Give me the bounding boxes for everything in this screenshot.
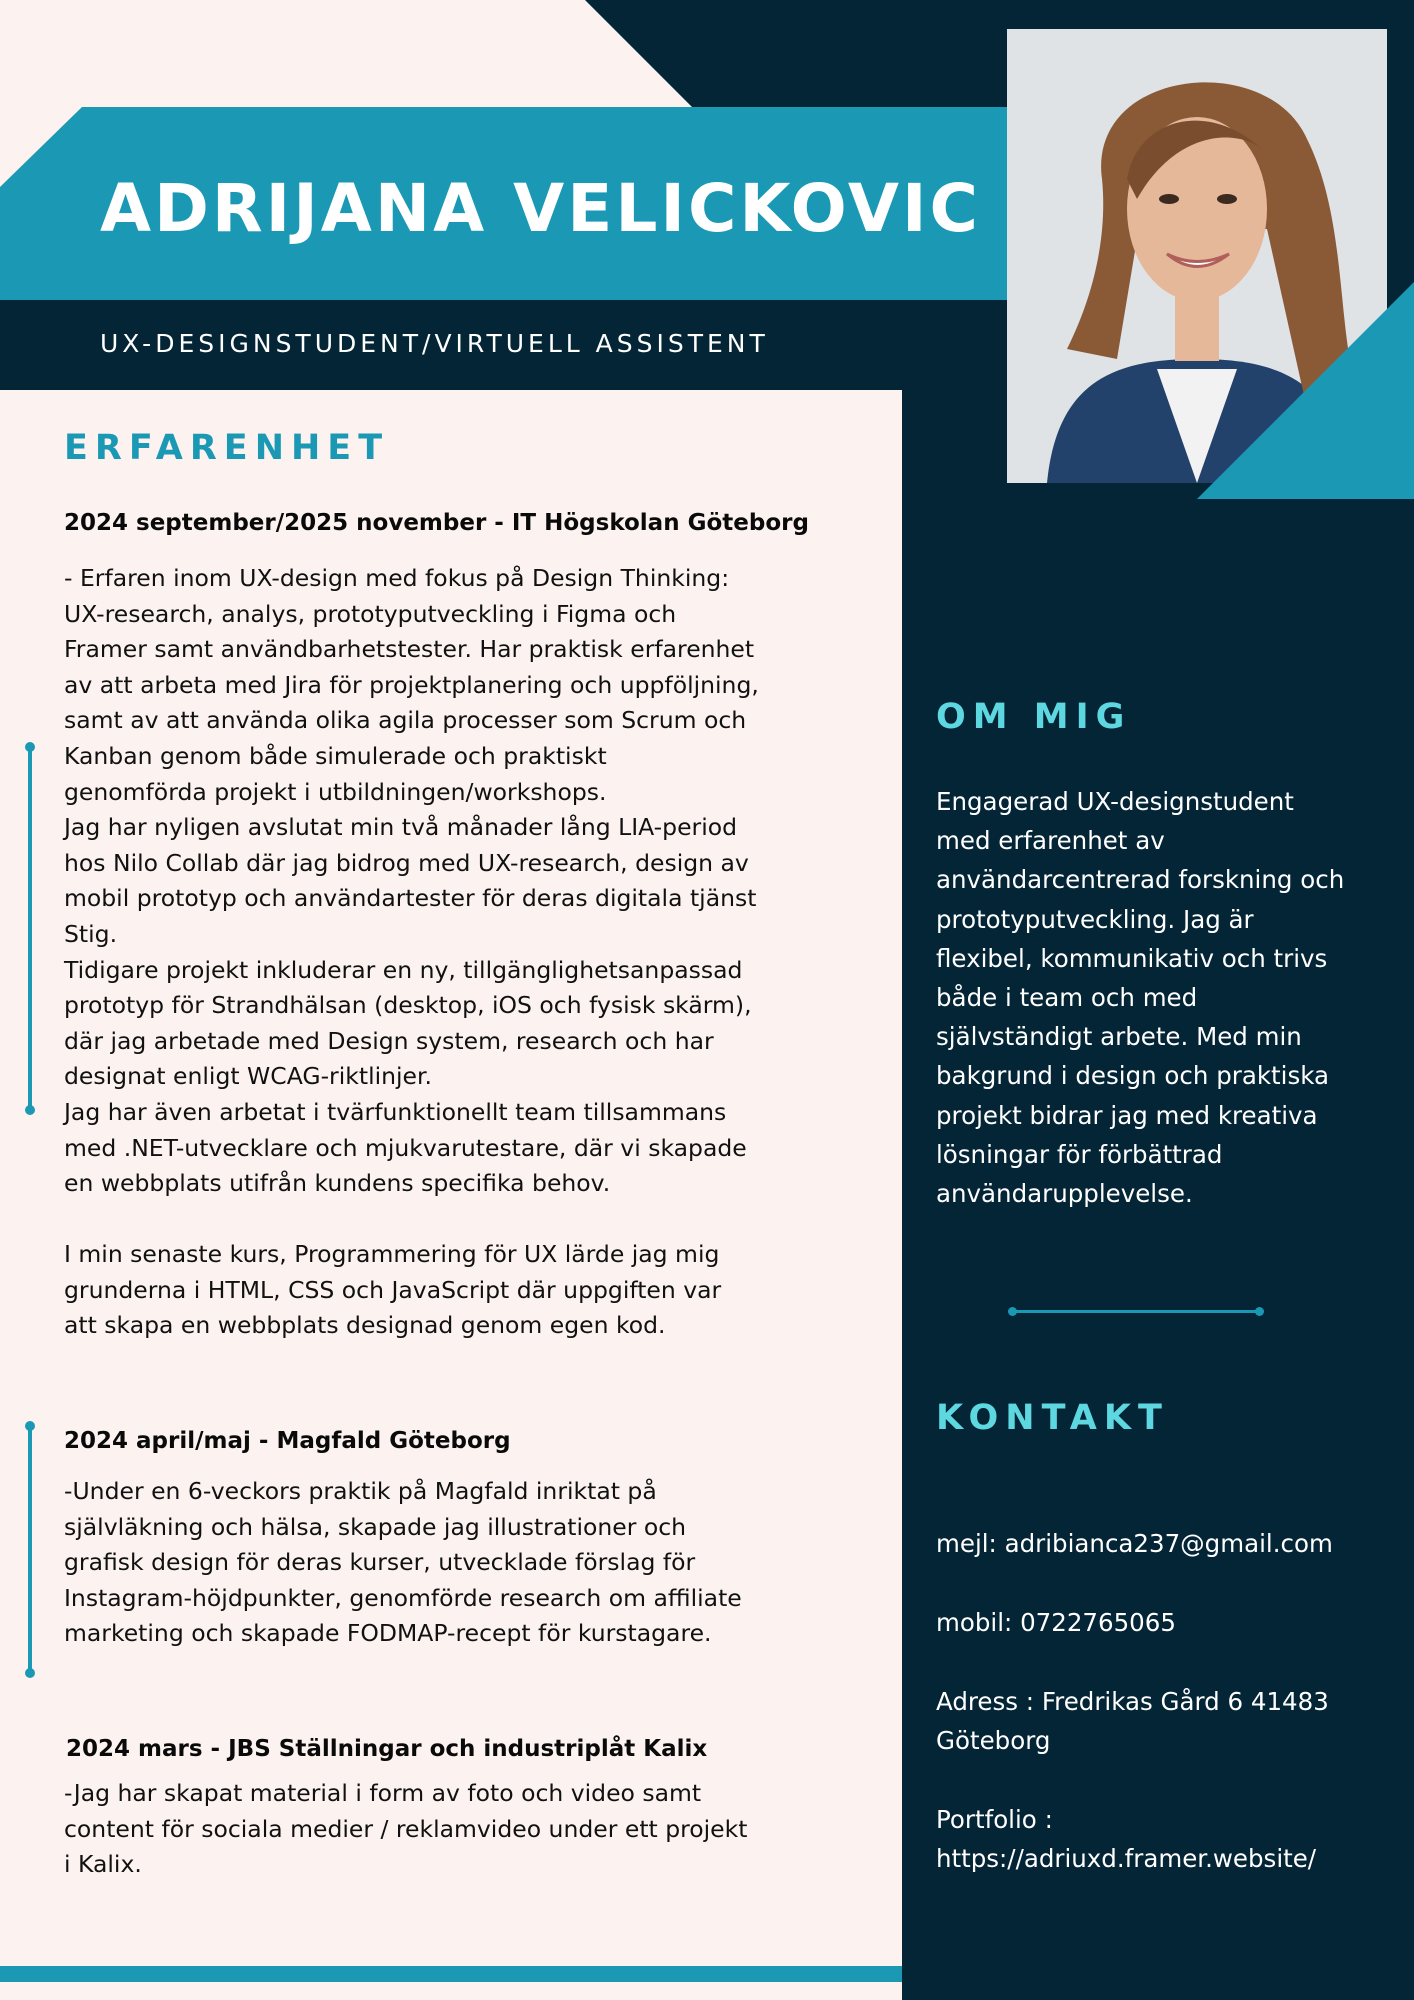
- contact-heading: KONTAKT: [936, 1398, 1169, 1438]
- portfolio-label: Portfolio :: [936, 1805, 1053, 1834]
- job-heading: 2024 mars - JBS Ställningar och industriplåt Kalix: [66, 1736, 708, 1762]
- job-heading: 2024 april/maj - Magfald Göteborg: [64, 1428, 511, 1454]
- section-divider: [1012, 1310, 1260, 1313]
- job-heading: 2024 september/2025 november - IT Högskolan Göteborg: [64, 510, 809, 536]
- contact-address: Adress : Fredrikas Gård 6 41483 Göteborg: [936, 1687, 1329, 1755]
- timeline-line: [28, 747, 32, 1110]
- experience-heading: ERFARENHET: [64, 428, 390, 468]
- about-heading: OM MIG: [936, 697, 1132, 737]
- job-description: - Erfaren inom UX-design med fokus på Design Thinking: UX-research, analys, prototyputveckling i Figma och Framer samt användbarhetstester. Har praktisk erfarenhet av att arbeta med Jira för projektplanering och uppföljning, samt av att använda olika agila processer som Scrum och Kanban genom både simulerade och praktiskt genomförda projekt i utbildningen/workshops. Jag har nyligen avslutat min två månader lång LIA-period hos Nilo Collab där jag bidrog med UX-research, design av mobil prototyp och användartester för deras digitala tjänst Stig. Tidigare projekt inkluderar en ny, tillgänglighetsanpassad prototyp för Strandhälsan (desktop, iOS och fysisk skärm), där jag arbetade med Design system, research och har designat enligt WCAG-riktlinjer. Jag har även arbetat i tvärfunktionellt team tillsammans med .NET-utvecklare och mjukvarutestare, där vi skapade en webbplats utifrån kundens specifika behov. I min senaste kurs, Programmering för UX lärde jag mig grunderna i HTML, CSS och JavaScript där uppgiften var att skapa en webbplats designad genom egen kod.: [64, 564, 759, 1340]
- contact-phone[interactable]: mobil: 0722765065: [936, 1608, 1176, 1637]
- bottom-accent-bar: [0, 1966, 902, 1982]
- timeline-line: [28, 1426, 32, 1673]
- person-name: ADRIJANA VELICKOVIC: [100, 170, 981, 247]
- job-subtitle: UX-DESIGNSTUDENT/VIRTUELL ASSISTENT: [100, 329, 769, 358]
- job-description: -Under en 6-veckors praktik på Magfald inriktat på självläkning och hälsa, skapade jag illustrationer och grafisk design för deras kurser, utvecklade förslag för Instagram-höjdpunkter, genomförde research om affiliate marketing och skapade FODMAP-recept för kurstagare.: [64, 1477, 742, 1648]
- contact-email[interactable]: mejl: adribianca237@gmail.com: [936, 1529, 1333, 1558]
- portfolio-link[interactable]: https://adriuxd.framer.website/: [936, 1844, 1317, 1873]
- about-text: Engagerad UX-designstudent med erfarenhet av användarcentrerad forskning och prototyputveckling. Jag är flexibel, kommunikativ och trivs både i team och med självständigt arbete. Med min bakgrund i design och praktiska projekt bidrar jag med kreativa lösningar för förbättrad användarupplevelse.: [936, 787, 1345, 1209]
- job-description: -Jag har skapat material i form av foto och video samt content för sociala medier / reklamvideo under ett projekt i Kalix.: [64, 1779, 748, 1879]
